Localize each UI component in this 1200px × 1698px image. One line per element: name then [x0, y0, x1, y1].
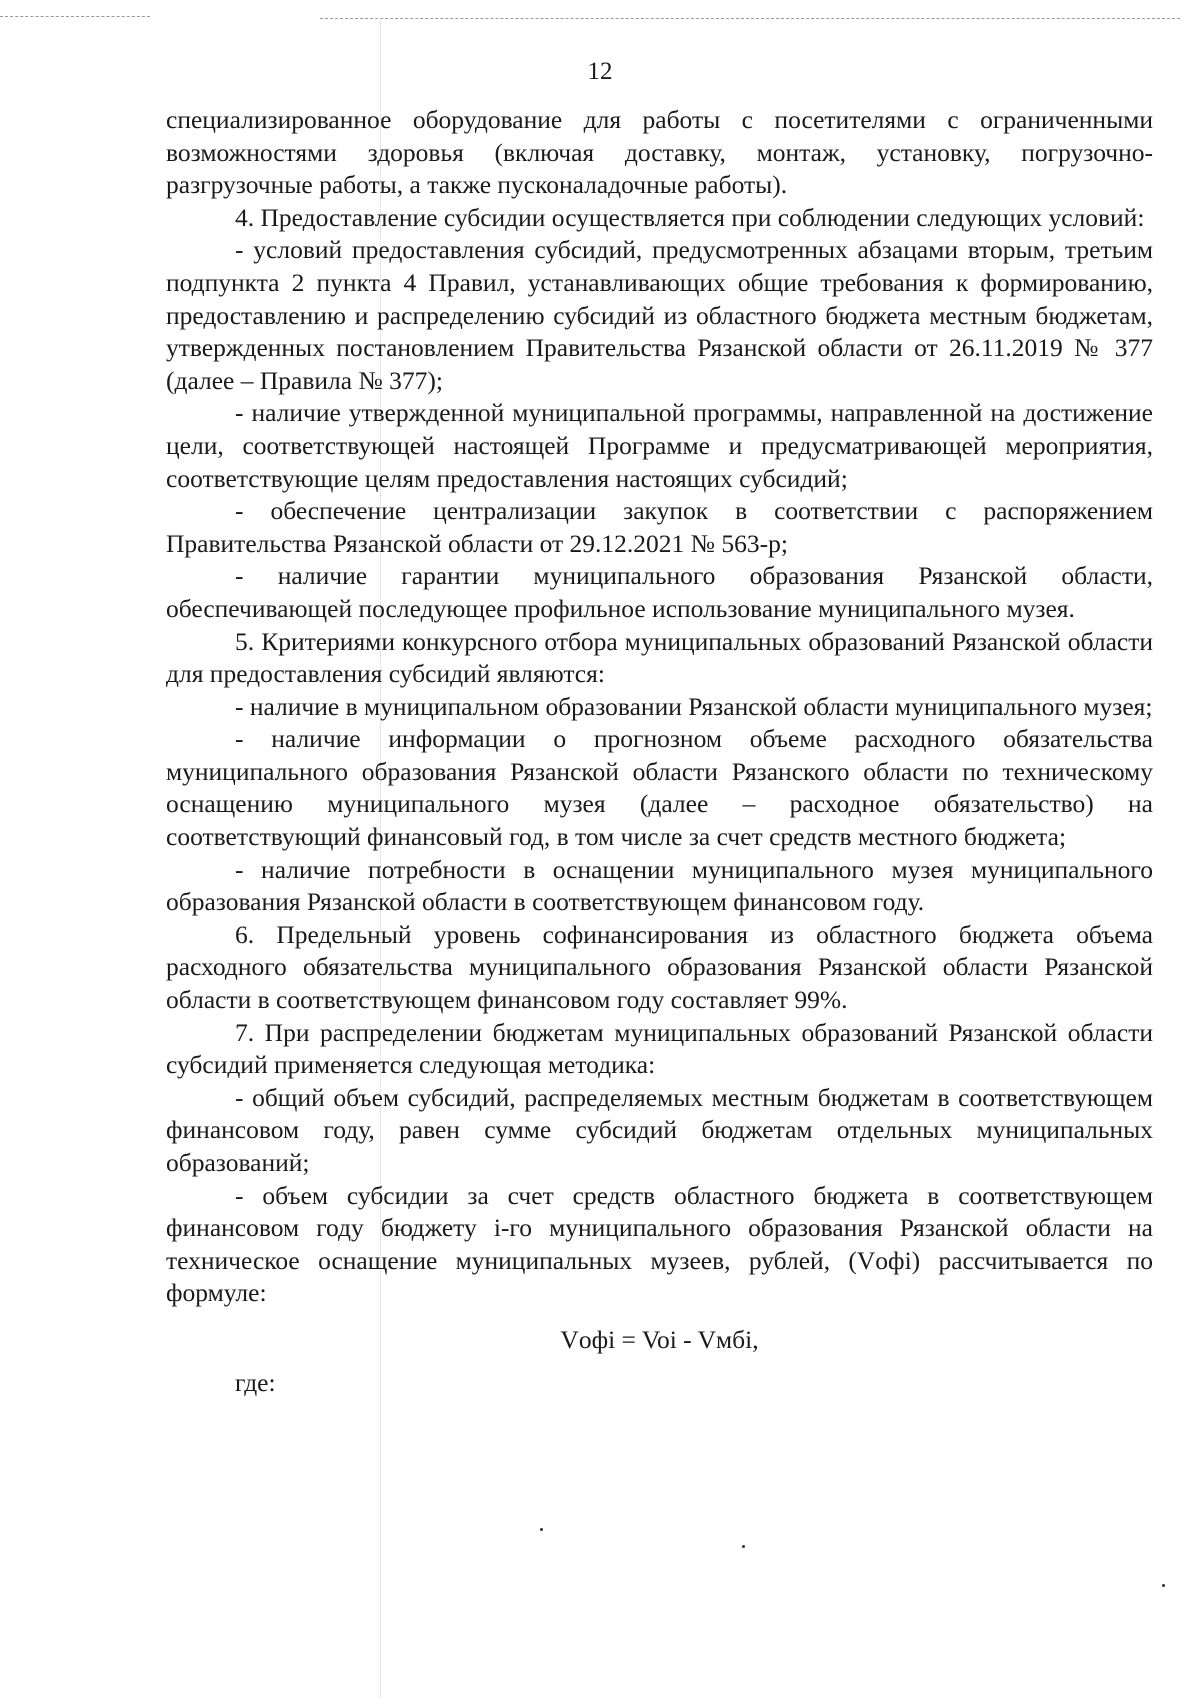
- paragraph: - наличие гарантии муниципального образования Рязанской области, обеспечивающей последующее профильное использование муниципального музея.: [166, 561, 1153, 623]
- paragraph: - объем субсидии за счет средств областного бюджета в соответствующем финансовом году бюджету i-го муниципального образования Рязанской области на техническое оснащение муниципальных музеев, рублей, (Vофi) рассчитывается по формуле:: [166, 1180, 1153, 1308]
- paragraph: - обеспечение централизации закупок в соответствии с распоряжением Правительства Рязанской области от 29.12.2021 № 563-р;: [166, 496, 1153, 558]
- document-body: [166, 104, 1153, 1399]
- paragraph: - наличие информации о прогнозном объеме расходного обязательства муниципального образования Рязанской области Рязанского области по техническому оснащению муниципального музея (далее – расходное обязательство) на соответствующий финансовый год, в том числе за счет средств местного бюджета;: [166, 724, 1153, 852]
- paragraph: 4. Предоставление субсидии осуществляется при соблюдении следующих условий:: [235, 202, 1145, 232]
- paragraph: 6. Предельный уровень софинансирования из областного бюджета объема расходного обязательства муниципального образования Рязанской области Рязанской области в соответствующем финансовом году составляет 99%.: [166, 919, 1153, 1015]
- formula: Vофi = Voi - Vмбi,: [560, 1324, 759, 1354]
- scan-speck: [1162, 1584, 1165, 1587]
- page-number: 12: [587, 58, 613, 85]
- paragraph: специализированное оборудование для работы с посетителями с ограниченными возможностями здоровья (включая доставку, монтаж, установку, погрузочно-разгрузочные работы, а также пусконаладочные работы).: [166, 105, 1153, 200]
- paragraph: - условий предоставления субсидий, предусмотренных абзацами вторым, третьим подпункта 2 пункта 4 Правил, устанавливающих общие требования к формированию, предоставлению и распределению субсидий из областного бюджета местным бюджетам, утвержденных постановлением Правительства Рязанской области от 26.11.2019 № 377 (далее – Правила № 377);: [166, 235, 1153, 395]
- scan-edge-line: [0, 16, 150, 17]
- scan-edge-line: [320, 18, 1180, 19]
- scan-speck: [540, 1528, 543, 1531]
- scan-speck: [742, 1545, 745, 1548]
- paragraph: 7. При распределении бюджетам муниципальных образований Рязанской области субсидий применяется следующая методика:: [166, 1017, 1153, 1080]
- paragraph: - наличие потребности в оснащении муниципального музея муниципального образования Рязанской области в соответствующем финансовом году.: [166, 854, 1153, 917]
- paragraph: 5. Критериями конкурсного отбора муниципальных образований Рязанской области для предоставления субсидий являются:: [166, 626, 1153, 689]
- paragraph: - наличие в муниципальном образовании Рязанской области муниципального музея;: [235, 691, 1153, 721]
- paragraph: - общий объем субсидий, распределяемых местным бюджетам в соответствующем финансовом году, равен сумме субсидий бюджетам отдельных муниципальных образований;: [166, 1082, 1153, 1177]
- where-label: где:: [235, 1367, 276, 1397]
- paragraph: - наличие утвержденной муниципальной программы, направленной на достижение цели, соответствующей настоящей Программе и предусматривающей мероприятия, соответствующие целям предоставления настоящих субсидий;: [166, 398, 1153, 493]
